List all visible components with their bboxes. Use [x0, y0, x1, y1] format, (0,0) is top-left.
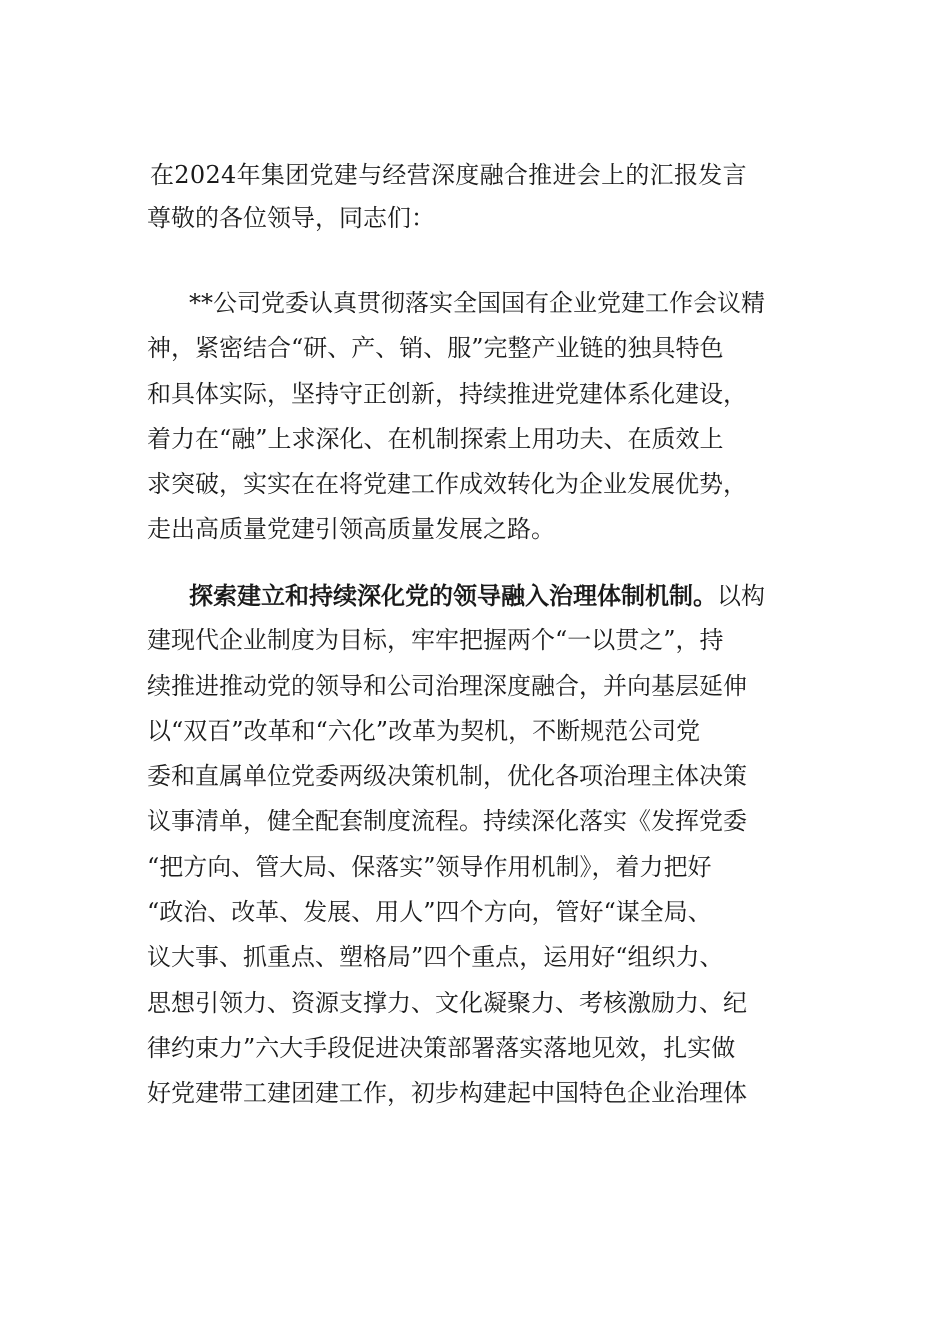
text-line: 思想引领力、资源支撑力、文化凝聚力、考核激励力、纪 — [147, 988, 747, 1017]
paragraph-lead-heading: 探索建立和持续深化党的领导融入治理体制机制。 — [189, 581, 717, 610]
text-line: 委和直属单位党委两级决策机制，优化各项治理主体决策 — [147, 762, 747, 791]
text-line: 议大事、抓重点、塑格局”四个重点，运用好“组织力、 — [147, 943, 724, 972]
text-line: 和具体实际，坚持守正创新，持续推进党建体系化建设， — [147, 379, 747, 408]
text-line: “政治、改革、发展、用人”四个方向，管好“谋全局、 — [147, 898, 712, 927]
text-line: 续推进推动党的领导和公司治理深度融合，并向基层延伸 — [147, 671, 747, 700]
paragraph-intro — [147, 281, 807, 553]
paragraph-governance — [147, 573, 807, 1117]
text-line: **公司党委认真贯彻落实全国国有企业党建工作会议精 — [189, 289, 765, 317]
document-title: 在2024年集团党建与经营深度融合推进会上的汇报发言 — [150, 161, 747, 189]
text-line: 建现代企业制度为目标，牢牢把握两个“一以贯之”，持 — [147, 626, 724, 655]
text-line: “把方向、管大局、保落实”领导作用机制》，着力把好 — [147, 852, 712, 881]
text-line: 以“双百”改革和“六化”改革为契机，不断规范公司党 — [147, 716, 701, 745]
text-line: 神，紧密结合“研、产、销、服”完整产业链的独具特色 — [147, 334, 724, 363]
text-line: 着力在“融”上求深化、在机制探索上用功夫、在质效上 — [147, 424, 724, 453]
text-line — [147, 573, 807, 618]
text-line: 律约束力”六大手段促进决策部署落实落地见效，扎实做 — [147, 1033, 736, 1062]
text-line: 走出高质量党建引领高质量发展之路。 — [147, 515, 555, 544]
text-line: 好党建带工建团建工作，初步构建起中国特色企业治理体 — [147, 1079, 747, 1108]
salutation: 尊敬的各位领导，同志们： — [147, 204, 435, 232]
paragraph-lead-tail: 以构 — [717, 582, 765, 610]
text-line: 求突破，实实在在将党建工作成效转化为企业发展优势， — [147, 470, 747, 499]
text-line: 议事清单，健全配套制度流程。持续深化落实《发挥党委 — [147, 807, 747, 836]
